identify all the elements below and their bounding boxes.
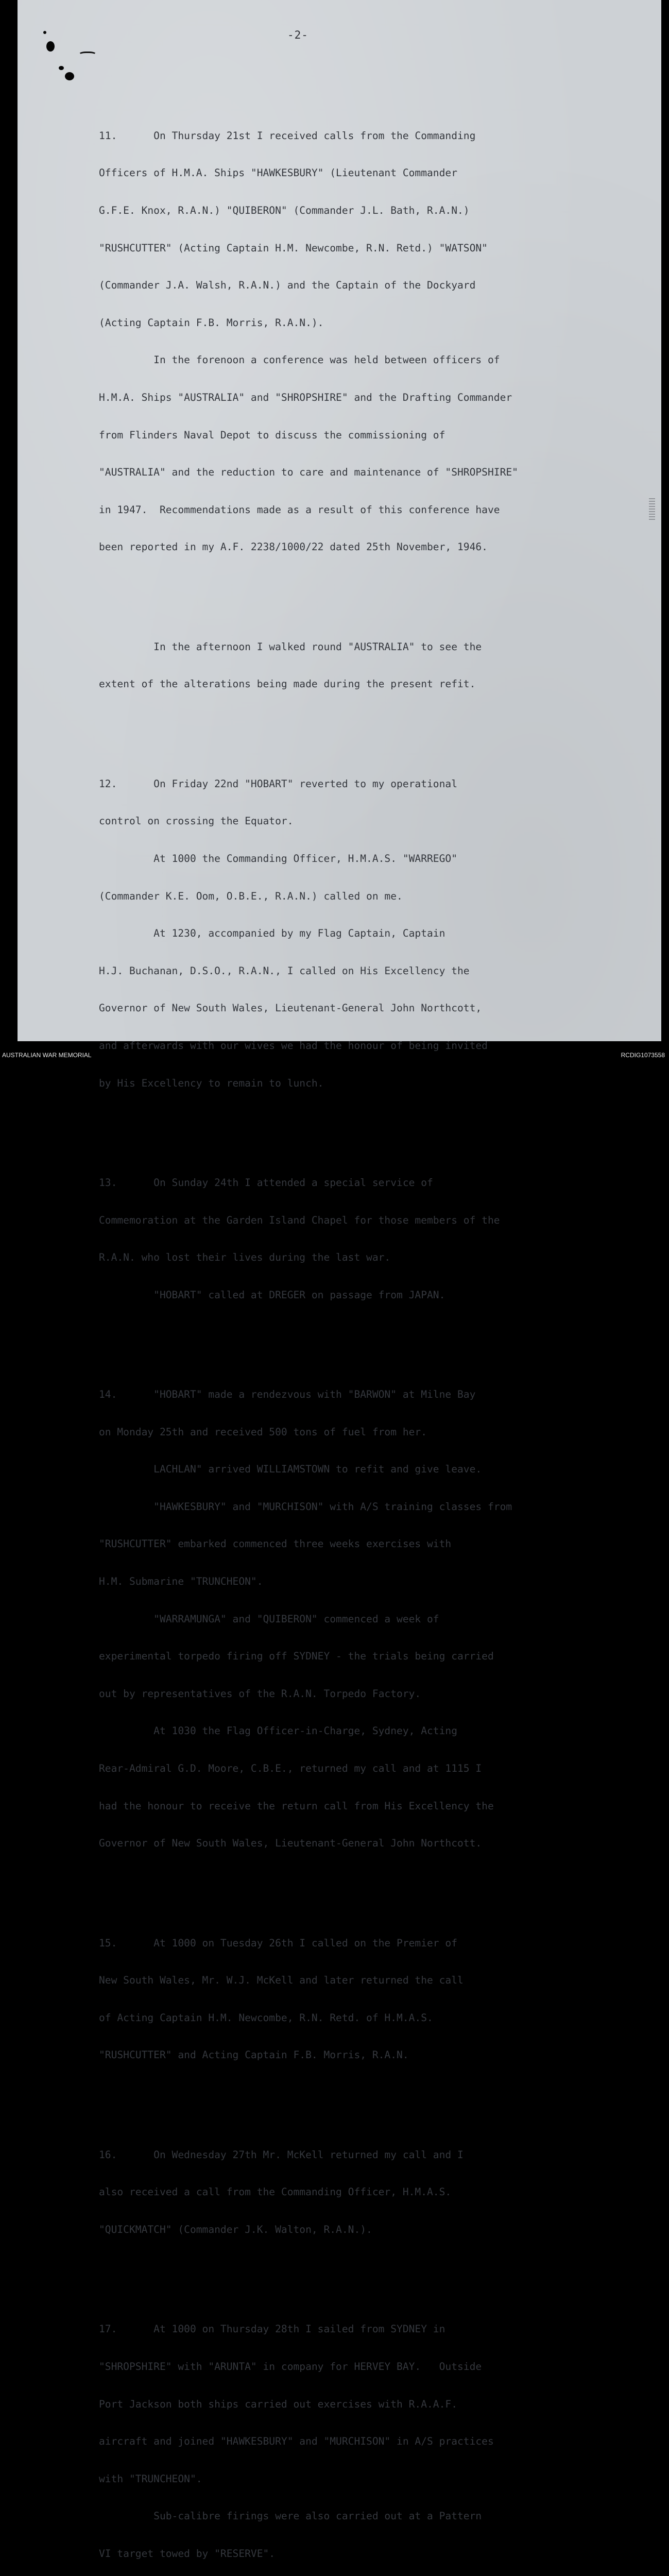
text-line: "RUSHCUTTER" embarked commenced three weeks exercises with — [99, 1538, 452, 1550]
text-line: At 1230, accompanied by my Flag Captain, Captain — [99, 927, 445, 940]
text-line: At 1030 the Flag Officer-in-Charge, Sydney, Acting — [99, 1725, 457, 1737]
text-line: Commemoration at the Garden Island Chapel for those members of the — [99, 1214, 500, 1226]
text-line: "RUSHCUTTER" (Acting Captain H.M. Newcombe, R.N. Retd.) "WATSON" — [99, 242, 488, 254]
paragraph — [99, 1152, 658, 1327]
text-line: out by representatives of the R.A.N. Torpedo Factory. — [99, 1687, 421, 1700]
text-line: "QUICKMATCH" (Commander J.K. Walton, R.A.N.). — [99, 2224, 372, 2235]
paragraph — [99, 1912, 658, 2087]
text-line: control on crossing the Equator. — [99, 815, 294, 827]
text-line: In the forenoon a conference was held between officers of — [99, 354, 500, 366]
text-line: Port Jackson both ships carried out exercises with R.A.A.F. — [99, 2398, 457, 2410]
paragraph — [99, 1364, 658, 1875]
text-line: 16. On Wednesday 27th Mr. McKell returned my call and I — [99, 2148, 464, 2161]
text-line: had the honour to receive the return call from His Excellency the — [99, 1800, 494, 1812]
text-line: (Commander J.A. Walsh, R.A.N.) and the Captain of the Dockyard — [99, 279, 476, 292]
binding-mark — [78, 52, 97, 60]
text-line: of Acting Captain H.M. Newcombe, R.N. Retd. of H.M.A.S. — [99, 2011, 433, 2024]
text-line: "HAWKESBURY" and "MURCHISON" with A/S training classes from — [99, 1500, 512, 1513]
punch-hole-mark — [46, 41, 55, 52]
text-line: VI target towed by "RESERVE". — [99, 2547, 276, 2560]
text-line: with "TRUNCHEON". — [99, 2472, 202, 2485]
text-line: also received a call from the Commanding Officer, H.M.A.S. — [99, 2186, 452, 2198]
text-line: in 1947. Recommendations made as a result of this conference have — [99, 503, 500, 516]
text-line: extent of the alterations being made during the present refit. — [99, 678, 476, 690]
text-line: Governor of New South Wales, Lieutenant-General John Northcott. — [99, 1837, 482, 1850]
archive-reference-id: RCDIG1073558 — [621, 1052, 665, 1059]
text-line: "HOBART" called at DREGER on passage from JAPAN. — [99, 1289, 445, 1301]
text-line: "SHROPSHIRE" with "ARUNTA" in company for HERVEY BAY. Outside — [99, 2361, 482, 2372]
text-line: 12. On Friday 22nd "HOBART" reverted to my operational — [99, 777, 457, 790]
text-line: aircraft and joined "HAWKESBURY" and "MURCHISON" in A/S practices — [99, 2435, 494, 2448]
text-line: 13. On Sunday 24th I attended a special service of — [99, 1176, 433, 1189]
text-line: Governor of New South Wales, Lieutenant-General John Northcott, — [99, 1002, 482, 1014]
text-line: by His Excellency to remain to lunch. — [99, 1077, 324, 1089]
text-line: At 1000 the Commanding Officer, H.M.A.S. "WARREGO" — [99, 852, 457, 865]
text-line: New South Wales, Mr. W.J. McKell and later returned the call — [99, 1974, 464, 1987]
paragraph — [99, 2124, 658, 2261]
text-line: H.M. Submarine "TRUNCHEON". — [99, 1575, 263, 1588]
paragraph — [99, 105, 658, 579]
punch-hole-mark — [65, 72, 74, 80]
text-line: been reported in my A.F. 2238/1000/22 dated 25th November, 1946. — [99, 541, 488, 553]
paragraph — [99, 2298, 658, 2576]
text-line: 14. "HOBART" made a rendezvous with "BARWON" at Milne Bay — [99, 1388, 476, 1401]
text-line: and afterwards with our wives we had the honour of being invited — [99, 1039, 488, 1052]
text-line: experimental torpedo firing off SYDNEY - the trials being carried — [99, 1650, 494, 1663]
text-line: R.A.N. who lost their lives during the last war. — [99, 1251, 391, 1264]
text-line: on Monday 25th and received 500 tons of fuel from her. — [99, 1426, 427, 1438]
text-line: (Commander K.E. Oom, O.B.E., R.A.N.) called on me. — [99, 890, 403, 902]
archive-credit: AUSTRALIAN WAR MEMORIAL — [2, 1052, 92, 1059]
text-line: 17. At 1000 on Thursday 28th I sailed from SYDNEY in — [99, 2323, 445, 2335]
text-line: 15. At 1000 on Tuesday 26th I called on the Premier of — [99, 1937, 457, 1949]
text-line: H.M.A. Ships "AUSTRALIA" and "SHROPSHIRE" and the Drafting Commander — [99, 391, 512, 403]
text-line: "WARRAMUNGA" and "QUIBERON" commenced a week of — [99, 1613, 439, 1625]
text-line: H.J. Buchanan, D.S.O., R.A.N., I called on His Excellency the — [99, 964, 470, 977]
page-number: -2- — [287, 29, 308, 41]
text-line: G.F.E. Knox, R.A.N.) "QUIBERON" (Commander J.L. Bath, R.A.N.) — [99, 205, 470, 216]
paragraph — [99, 616, 658, 716]
text-line: 11. On Thursday 21st I received calls from the Commanding — [99, 129, 476, 142]
text-line: (Acting Captain F.B. Morris, R.A.N.). — [99, 316, 324, 329]
text-line: "AUSTRALIA" and the reduction to care and maintenance of "SHROPSHIRE" — [99, 466, 518, 479]
text-line: from Flinders Naval Depot to discuss the commissioning of — [99, 429, 445, 441]
punch-hole-mark — [43, 31, 46, 34]
text-line: In the afternoon I walked round "AUSTRALIA" to see the — [99, 640, 482, 653]
text-line: "RUSHCUTTER" and Acting Captain F.B. Morris, R.A.N. — [99, 2049, 409, 2061]
text-line: Sub-calibre firings were also carried out at a Pattern — [99, 2510, 482, 2522]
paragraph — [99, 753, 658, 1114]
text-line: Rear-Admiral G.D. Moore, C.B.E., returned my call and at 1115 I — [99, 1762, 482, 1775]
text-line: LACHLAN" arrived WILLIAMSTOWN to refit and give leave. — [99, 1463, 482, 1476]
text-line: Officers of H.M.A. Ships "HAWKESBURY" (Lieutenant Commander — [99, 167, 457, 179]
punch-hole-mark — [59, 66, 64, 70]
document-body — [99, 80, 658, 2576]
